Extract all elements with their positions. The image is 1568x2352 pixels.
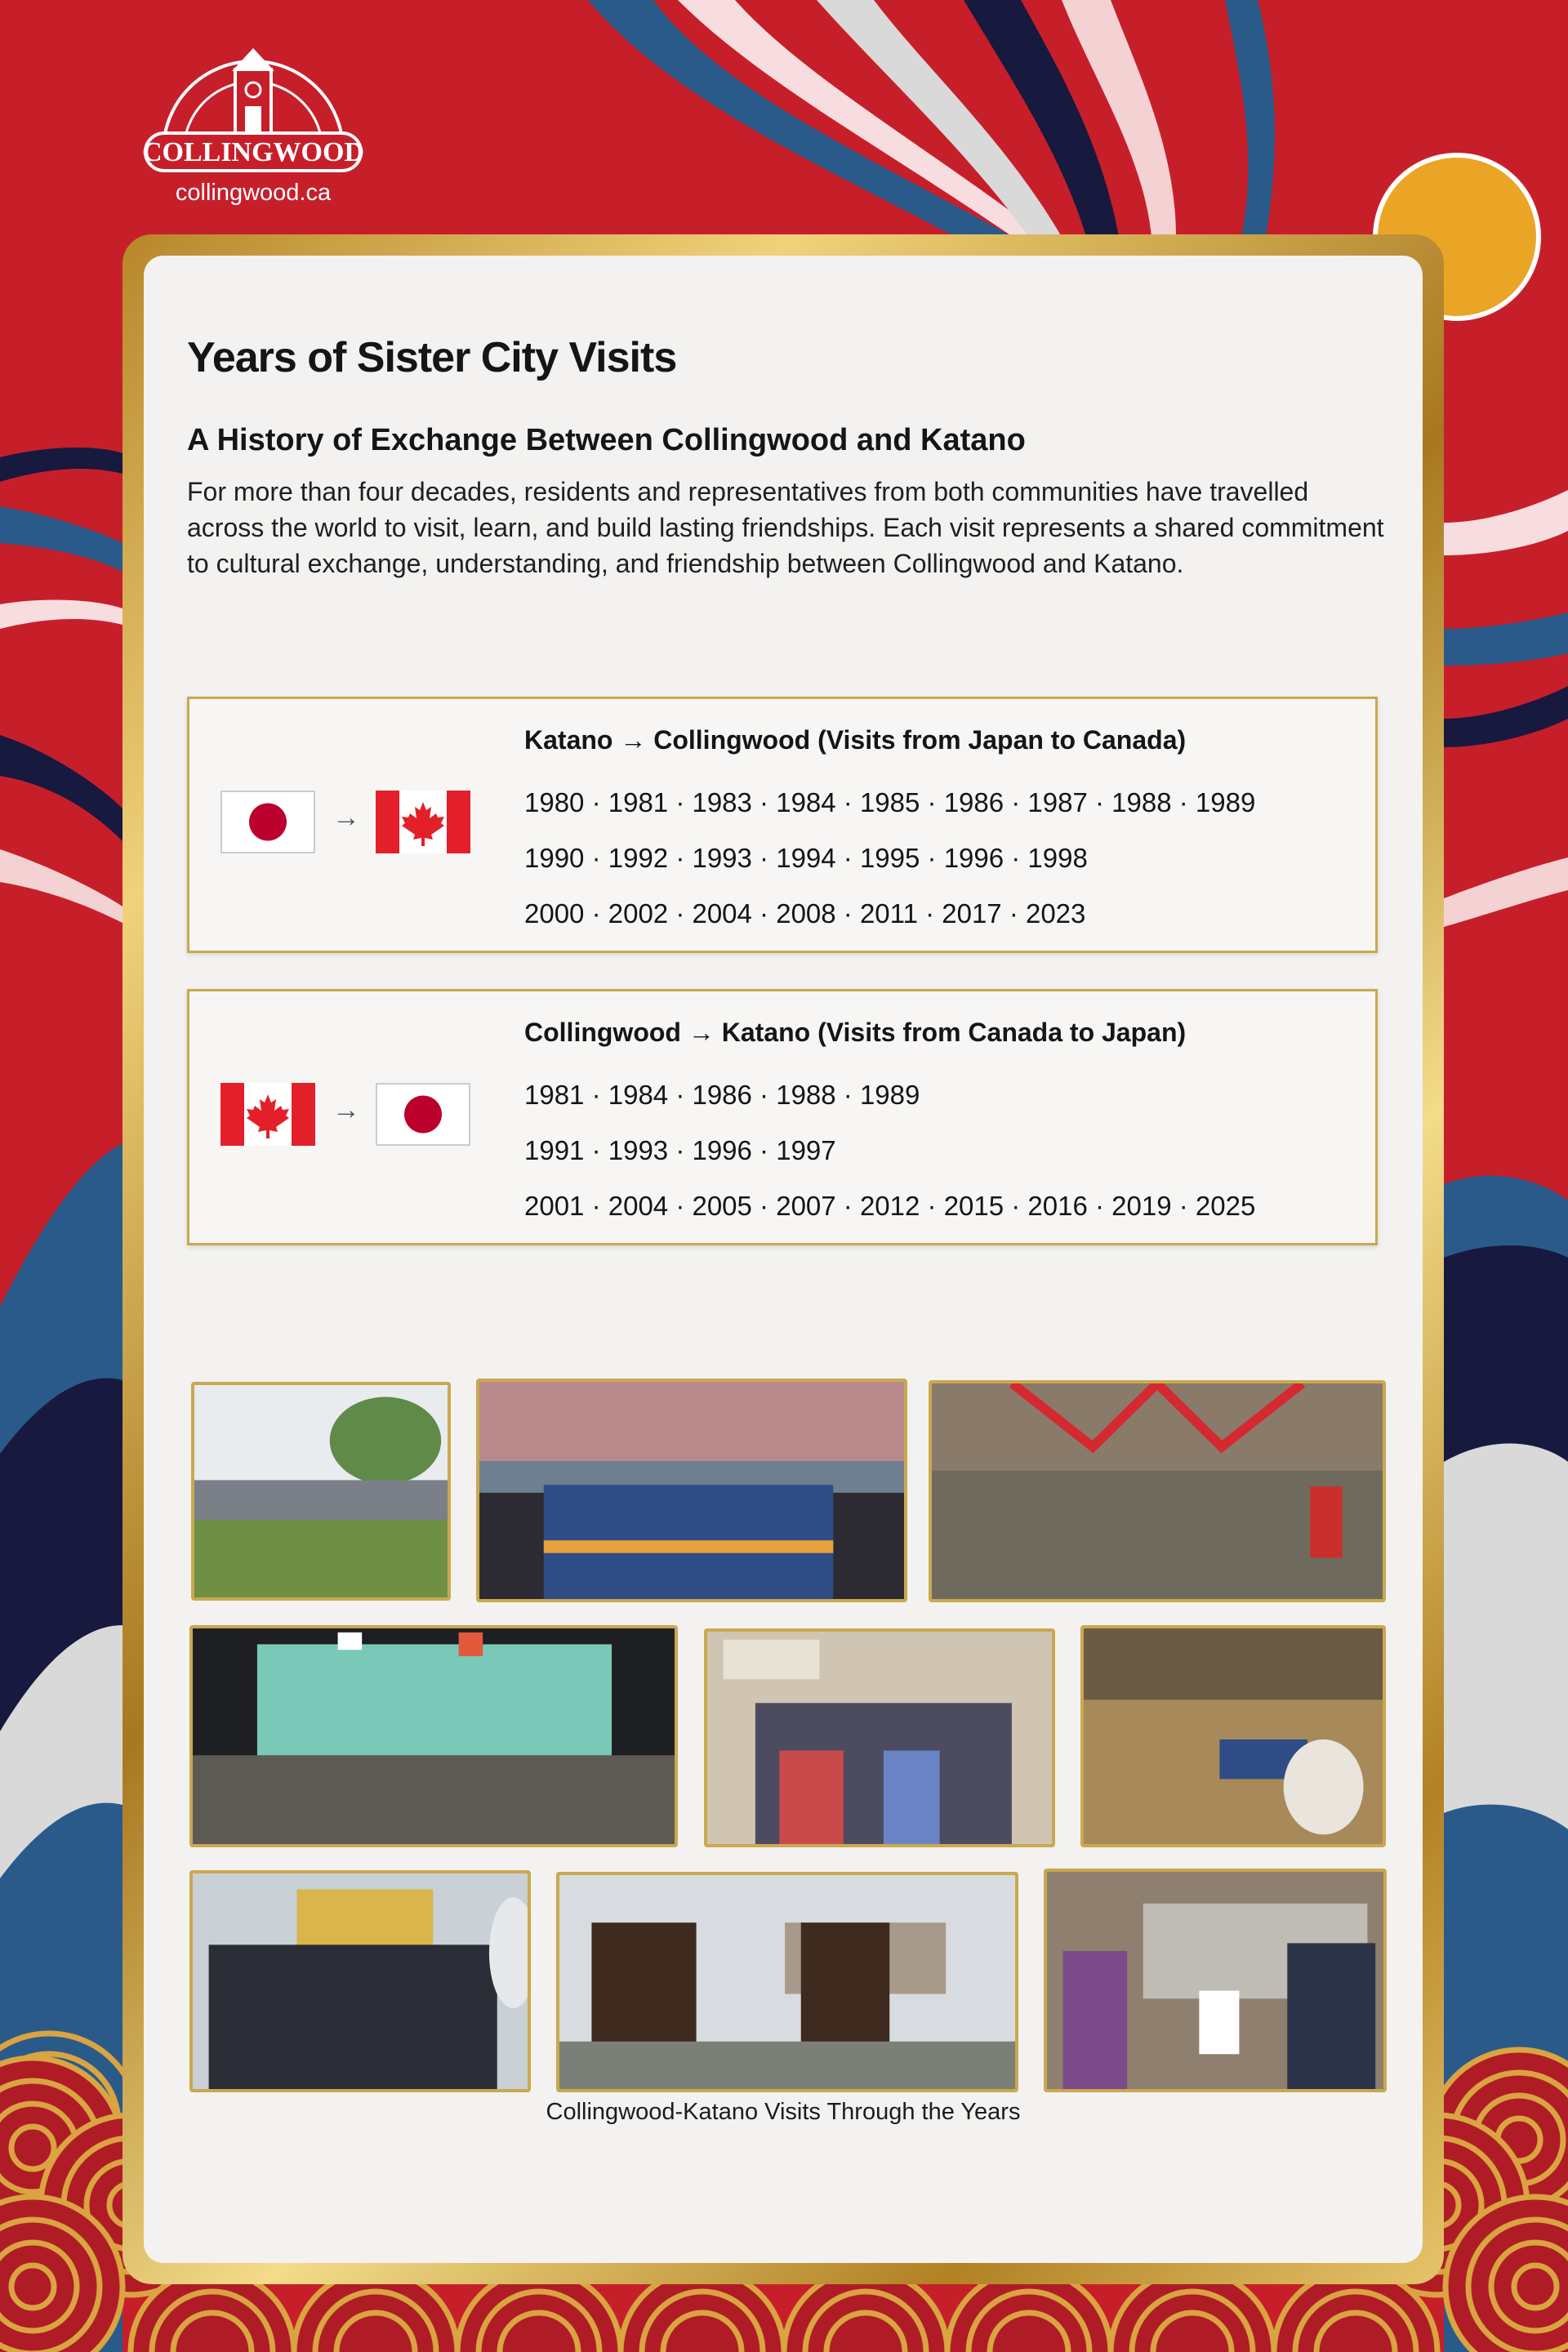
gallery-photo[interactable] (1044, 1869, 1387, 2092)
years-line: 1980 · 1981 · 1983 · 1984 · 1985 · 1986 · 1987 · 1988 · 1989 (524, 787, 1256, 817)
gallery-photo[interactable] (476, 1379, 907, 1602)
japan-flag-icon (376, 1083, 470, 1146)
visits-canada-to-japan-card (187, 989, 1378, 1245)
page-subtitle: A History of Exchange Between Collingwood and Katano (187, 423, 1026, 457)
years-line: 1981 · 1984 · 1986 · 1988 · 1989 (524, 1080, 920, 1110)
canada-flag-icon (220, 1083, 315, 1146)
canada-flag-icon (376, 791, 470, 853)
gallery-caption: Collingwood-Katano Visits Through the Years (546, 2099, 1021, 2125)
gallery-photo[interactable] (929, 1380, 1386, 1602)
svg-text:COLLINGWOOD: COLLINGWOOD (141, 137, 365, 167)
collingwood-logo[interactable] (139, 45, 368, 208)
page-title: Years of Sister City Visits (187, 334, 677, 381)
card-heading: Katano → Collingwood (Visits from Japan to Canada) (524, 725, 1187, 755)
gallery-photo[interactable] (556, 1872, 1018, 2092)
card-heading: Collingwood → Katano (Visits from Canada to Japan) (524, 1018, 1187, 1047)
years-line: 1990 · 1992 · 1993 · 1994 · 1995 · 1996 · 1998 (524, 843, 1088, 873)
clock-tower-logo-icon (139, 45, 368, 176)
arrow-right-icon: → (332, 1094, 360, 1125)
gallery-photo[interactable] (189, 1870, 531, 2092)
gallery-photo[interactable] (189, 1625, 678, 1847)
years-line: 2000 · 2002 · 2004 · 2008 · 2011 · 2017 · 2023 (524, 898, 1086, 929)
japan-flag-icon (220, 791, 315, 853)
intro-paragraph: For more than four decades, residents and representatives from both communities have travelled across the world to visit, learn, and build lasting friendships. Each visit represents a shared commitment to cultural exchange, understanding, and friendship between Collingwood and Katano. (187, 477, 1384, 578)
arrow-right-icon: → (332, 802, 360, 833)
gallery-photo[interactable] (191, 1382, 451, 1601)
website-url[interactable]: collingwood.ca (175, 180, 332, 206)
gallery-photo[interactable] (704, 1628, 1055, 1847)
flag-direction (220, 1083, 474, 1148)
visits-japan-to-canada-card (187, 697, 1378, 953)
years-line: 1991 · 1993 · 1996 · 1997 (524, 1135, 836, 1165)
years-line: 2001 · 2004 · 2005 · 2007 · 2012 · 2015 · 2016 · 2019 · 2025 (524, 1191, 1256, 1221)
gallery-photo[interactable] (1080, 1625, 1386, 1847)
flag-direction (220, 791, 474, 856)
